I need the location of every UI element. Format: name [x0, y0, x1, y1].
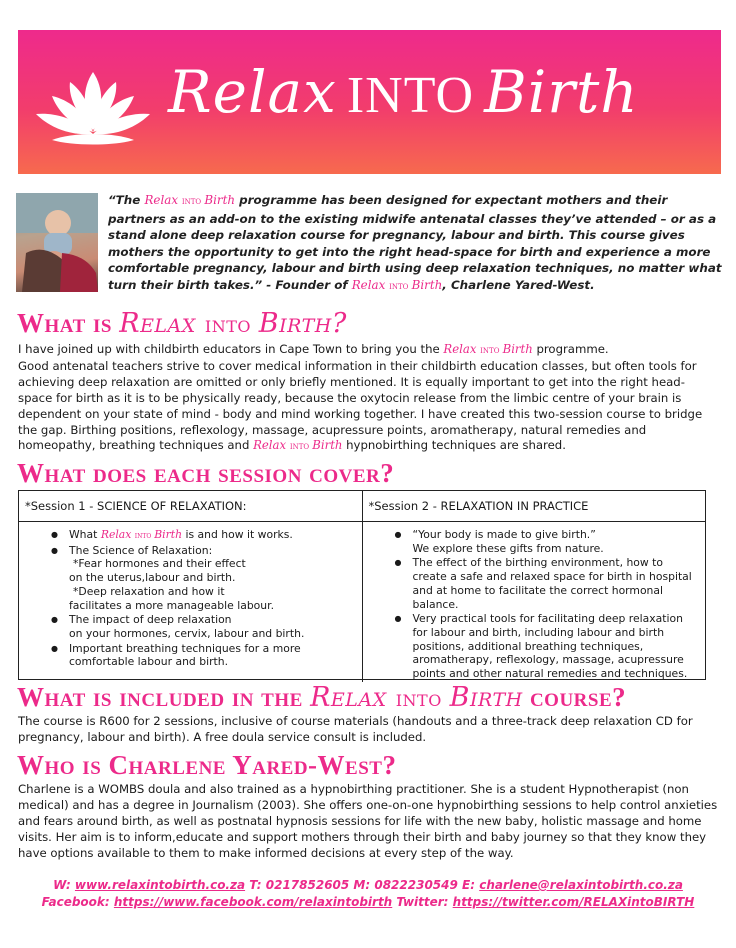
sessions-table [18, 490, 706, 680]
brand-logo-text: Relax into Birth [253, 438, 343, 453]
list-item: ● The impact of deep relaxation on your hormones, cervix, labour and birth. [51, 613, 354, 640]
brand-logo-text: Relax into Birth [351, 277, 443, 292]
banner-title [168, 58, 639, 126]
banner-title-birth: Birth [484, 58, 639, 126]
founder-quote [108, 192, 722, 295]
lotus-icon [32, 68, 154, 148]
quote-signature: , Charlene Yared-West. [442, 277, 595, 292]
quote-open: “The [108, 193, 145, 207]
list-item: ● “Your body is made to give birth.” We explore these gifts from nature. [395, 528, 698, 555]
quote-body: programme has been designed for expectant mothers and their partners as an add-on to the existing midwife antenatal classes they’ve attended – or as a stand alone deep relaxation course for pregnancy, labour and birth. This course gives mothers the opportunity to get into the right head-space for birth and experience a more comfortable pregnancy, labour and birth using deep relaxation techniques, no matter what turn their birth takes.” - Founder of [108, 193, 722, 292]
founder-photo [16, 193, 98, 292]
what-is-heading: What is Relax into Birth? [17, 308, 347, 339]
website-link[interactable]: www.relaxintobirth.co.za [74, 878, 246, 892]
brand-logo-text: Relax into Birth [100, 528, 183, 541]
header-banner [18, 30, 721, 174]
who-heading: Who is Charlene Yared-West? [17, 750, 397, 780]
email-link[interactable]: charlene@relaxintobirth.co.za [479, 878, 683, 892]
banner-title-relax: Relax [168, 58, 337, 126]
session-2-header: *Session 2 - RELAXATION IN PRACTICE [368, 499, 589, 513]
contact-line-1: W: www.relaxintobirth.co.za T: 0217852605 M: 0822230549 E: charlene@relaxintobirth.co.za [53, 878, 683, 892]
who-paragraph: Charlene is a WOMBS doula and also trained as a hypnobirthing practitioner. She is a student Hypnotherapist (non medical) and has a degree in Journalism (2003). She offers one-on-one hypnobirthing sessions to help control anxieties and fears around birth, as well as postnatal hypnosis sessions for life with the new baby, holistic massage and home visits. Her aim is to inform,educate and support mothers through their birth and baby journey so that they know they have options available to them to make informed decisions at every step of the way. [18, 782, 718, 860]
brand-logo-text: Relax into Birth [443, 342, 533, 356]
contact-line-2: Facebook: https://www.facebook.com/relaxintobirth Twitter: https://twitter.com/RELAXintoBIRTH [41, 895, 695, 909]
list-item: ● The Science of Relaxation: *Fear hormones and their effect on the uterus,labour and birth. *Deep relaxation and how it facilitates a more manageable labour. [51, 544, 354, 613]
twitter-link[interactable]: https://twitter.com/RELAXintoBIRTH [452, 895, 695, 909]
list-item: ● Very practical tools for facilitating deep relaxation for labour and birth, including labour and birth positions, additional breathing techniques, aromatherapy, reflexology, massage, acupressure points and other natural remedies and techniques. [395, 612, 698, 681]
session-1-cell [19, 522, 363, 682]
list-item: ● The effect of the birthing environment, how to create a safe and relaxed space for birth in hospital and at home to facilitate the correct hormonal balance. [395, 556, 698, 611]
list-item: ● What Relax into Birth is and how it works. [51, 528, 354, 543]
facebook-link[interactable]: https://www.facebook.com/relaxintobirth [113, 895, 393, 909]
session-2-cell [363, 522, 706, 682]
included-paragraph: The course is R600 for 2 sessions, inclusive of course materials (handouts and a three-track deep relaxation CD for pregnancy, labour and birth). A free doula service consult is included. [18, 714, 693, 744]
list-item: ● Important breathing techniques for a more comfortable labour and birth. [51, 642, 354, 669]
banner-title-into: INTO [346, 67, 475, 124]
brand-logo-text: Relax into Birth [144, 193, 236, 207]
included-heading: What is included in the Relax into Birth course? [17, 682, 627, 713]
what-is-paragraph: I have joined up with childbirth educators in Cape Town to bring you the Relax into Birth programme. Good antenatal teachers strive to cover medical information in their childbirth education classes, but often tools for achieving deep relaxation are omitted or only briefly mentioned. It is equally important to get into the right head-space for birth as it is to be physically ready, because the oxytocin release from the limbic centre of your brain is dependent on your state of mind - body and mind working together. I have created this two-session course to bridge the gap. Birthing positions, reflexology, massage, acupressure points, aromatherapy, natural remedies and homeopathy, breathing techniques and Relax into Birth hypnobirthing techniques are shared. [18, 342, 703, 453]
sessions-heading: What does each session cover? [17, 458, 395, 488]
session-1-header: *Session 1 - SCIENCE OF RELAXATION: [19, 491, 363, 521]
